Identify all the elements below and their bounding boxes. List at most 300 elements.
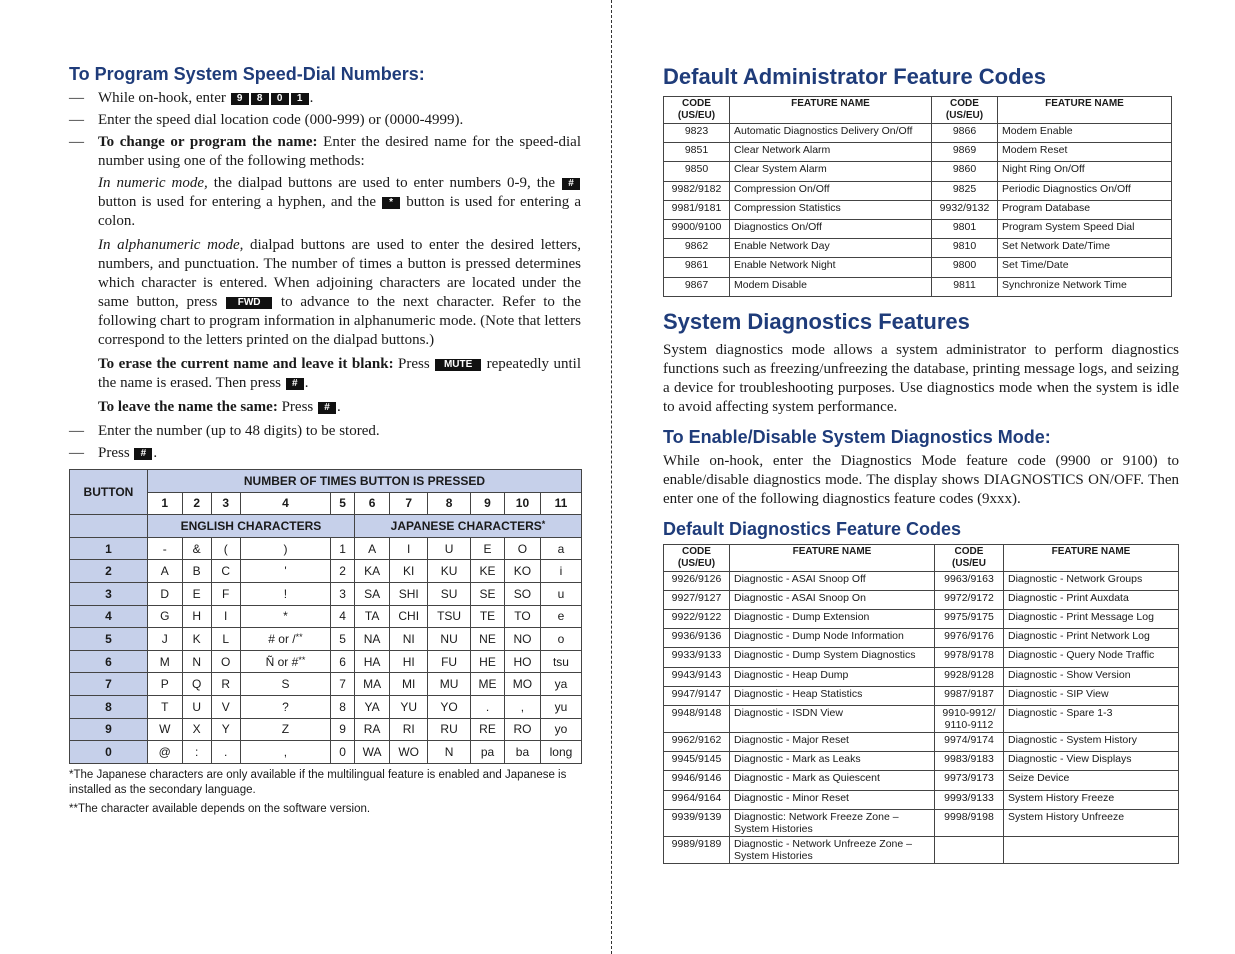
char-value: SE	[479, 586, 496, 601]
char-cell	[390, 628, 428, 651]
feature-name-cell: Modem Enable	[998, 124, 1172, 143]
code-cell: 9982/9182	[664, 181, 730, 200]
char-cell	[182, 673, 211, 696]
code-cell: 9948/9148	[664, 706, 730, 733]
press-count: 10	[504, 492, 540, 515]
char-value: long	[549, 744, 573, 759]
char-cell	[182, 605, 211, 628]
right-column	[663, 64, 1179, 864]
char-cell	[428, 718, 471, 741]
button-cell: 4	[70, 605, 148, 628]
char-value: HA	[363, 654, 381, 669]
feature-name-cell: Enable Network Day	[730, 239, 932, 258]
char-value: 6	[339, 654, 346, 669]
erase-paragraph: To erase the current name and leave it blank: Press MUTE repeatedly until the name is erased. Then press # .	[98, 356, 581, 391]
key-8: 8	[251, 93, 269, 105]
char-cell	[504, 718, 540, 741]
char-cell	[331, 582, 355, 605]
char-cell	[428, 695, 471, 718]
char-cell	[147, 741, 182, 764]
feature-name-cell: Automatic Diagnostics Delivery On/Off	[730, 124, 932, 143]
char-value: ME	[478, 677, 497, 692]
step-3: — To change or program the name: Enter the desired name for the speed-dial number using one of the following methods:	[69, 134, 581, 169]
char-cell	[147, 650, 182, 673]
code-cell: 9974/9174	[935, 733, 1004, 752]
key-1: 1	[291, 93, 309, 105]
code-cell: 9926/9126	[664, 571, 730, 590]
press-count: 6	[354, 492, 389, 515]
char-value: TSU	[437, 609, 462, 624]
char-cell	[504, 741, 540, 764]
char-cell	[331, 560, 355, 583]
left-column	[69, 64, 581, 817]
key-hash: #	[134, 448, 152, 460]
system-diagnostics-text: System diagnostics mode allows a system administrator to perform diagnostics functions such as freezing/unfreezing the database, printing message logs, and seizing a device for troubleshooting purposes. Use diagnostics mode when the system is idle to avoid affecting system performance.	[663, 341, 1179, 415]
char-cell	[471, 582, 505, 605]
feature-name-cell: Diagnostic - Query Node Traffic	[1004, 648, 1179, 667]
feature-name-cell: Diagnostic - Heap Dump	[730, 667, 935, 686]
char-value: )	[283, 541, 288, 556]
times-header: NUMBER OF TIMES BUTTON IS PRESSED	[147, 470, 581, 493]
key-0: 0	[271, 93, 289, 105]
alpha-mode-paragraph: In alphanumeric mode, dialpad buttons are used to enter the desired letters, numbers, and punctuation. The number of times a button is pressed determines which character is entered. When adjoining characters are located under the same button, press FWD to advance to the next character. Refer to the following chart to program information in alphanumeric mode. (Note that letters correspond to the letters printed on the dialpad buttons.)	[98, 237, 581, 348]
code-cell	[935, 836, 1004, 863]
char-value: YA	[364, 699, 380, 714]
char-value: Z	[281, 722, 290, 737]
char-cell	[354, 605, 389, 628]
char-cell	[504, 650, 540, 673]
char-value: MO	[512, 677, 533, 692]
feature-name-cell: Compression Statistics	[730, 200, 932, 219]
char-cell	[331, 537, 355, 560]
button-cell: 2	[70, 560, 148, 583]
char-value: &	[192, 541, 201, 556]
code-cell: 9933/9133	[664, 648, 730, 667]
char-value: O	[221, 654, 231, 669]
char-cell	[331, 650, 355, 673]
code-cell: 9851	[664, 143, 730, 162]
char-value: YU	[400, 699, 418, 714]
char-value: pa	[480, 744, 495, 759]
press-count: 3	[211, 492, 240, 515]
char-cell	[211, 560, 240, 583]
char-cell	[390, 718, 428, 741]
code-cell: 9973/9173	[935, 771, 1004, 790]
char-cell	[504, 537, 540, 560]
code-cell: 9972/9172	[935, 590, 1004, 609]
char-cell	[540, 718, 581, 741]
char-cell	[211, 605, 240, 628]
feature-name-cell: Diagnostic - Print Network Log	[1004, 629, 1179, 648]
table-row	[664, 667, 1179, 686]
char-cell	[240, 650, 331, 673]
table-row	[70, 582, 582, 605]
char-cell	[390, 560, 428, 583]
char-value: 8	[339, 699, 346, 714]
table-row	[70, 695, 582, 718]
char-value: RI	[402, 722, 415, 737]
char-cell	[471, 718, 505, 741]
key-mute: MUTE	[435, 359, 481, 371]
feature-name-cell: Diagnostic - Dump System Diagnostics	[730, 648, 935, 667]
char-cell	[240, 537, 331, 560]
char-cell	[331, 695, 355, 718]
feature-name-cell: Diagnostic - Mark as Quiescent	[730, 771, 935, 790]
code-cell: 9987/9187	[935, 686, 1004, 705]
char-value: RU	[440, 722, 458, 737]
feature-name-cell: Diagnostic - View Displays	[1004, 752, 1179, 771]
char-cell	[331, 605, 355, 628]
char-cell	[390, 673, 428, 696]
char-value: ?	[282, 699, 289, 714]
char-cell	[428, 560, 471, 583]
english-header: ENGLISH CHARACTERS	[147, 515, 354, 538]
char-value: P	[160, 677, 169, 692]
char-value: C	[221, 564, 231, 579]
char-value: TE	[479, 609, 496, 624]
char-value: WO	[398, 744, 420, 759]
table-row	[664, 277, 1172, 296]
enable-diagnostics-heading: To Enable/Disable System Diagnostics Mode:	[663, 426, 1051, 447]
table-row	[70, 741, 582, 764]
char-cell	[240, 741, 331, 764]
char-cell	[211, 695, 240, 718]
step-5: — Press # .	[69, 445, 158, 461]
char-value: ya	[554, 677, 568, 692]
char-value: Ñ or #	[265, 654, 299, 669]
char-cell	[471, 650, 505, 673]
char-cell	[182, 718, 211, 741]
feature-name-cell: Diagnostic - Dump Node Information	[730, 629, 935, 648]
code-cell: 9976/9176	[935, 629, 1004, 648]
char-value: 7	[339, 677, 346, 692]
feature-name-cell: Diagnostic - SIP View	[1004, 686, 1179, 705]
char-cell	[331, 741, 355, 764]
char-value: *	[283, 609, 288, 624]
system-diagnostics-heading: System Diagnostics Features	[663, 308, 970, 334]
key-fwd: FWD	[226, 297, 272, 309]
feature-name-cell: Diagnostic - Spare 1-3	[1004, 706, 1179, 733]
table-row	[664, 648, 1179, 667]
char-value: KU	[440, 564, 458, 579]
char-cell	[504, 560, 540, 583]
char-cell	[540, 695, 581, 718]
char-cell	[182, 741, 211, 764]
char-value: TO	[514, 609, 531, 624]
char-value: WA	[362, 744, 382, 759]
char-cell	[428, 537, 471, 560]
code-cell: 9823	[664, 124, 730, 143]
char-cell	[240, 560, 331, 583]
table-row	[664, 706, 1179, 733]
char-cell	[211, 673, 240, 696]
code-cell: 9983/9183	[935, 752, 1004, 771]
char-value: B	[192, 564, 201, 579]
button-cell: 8	[70, 695, 148, 718]
char-cell	[471, 673, 505, 696]
char-cell	[390, 582, 428, 605]
japanese-header: JAPANESE CHARACTERS*	[354, 515, 581, 538]
feature-name-cell: Modem Disable	[730, 277, 932, 296]
char-value: yo	[554, 722, 568, 737]
char-value: i	[559, 564, 563, 579]
char-value: 9	[339, 722, 346, 737]
code-cell: 9963/9163	[935, 571, 1004, 590]
char-value: TA	[364, 609, 380, 624]
table-row	[664, 836, 1179, 863]
char-cell	[504, 605, 540, 628]
feature-name-cell: Diagnostic - Print Auxdata	[1004, 590, 1179, 609]
table-row	[70, 673, 582, 696]
char-cell	[147, 695, 182, 718]
char-value: A	[368, 541, 377, 556]
char-value: HI	[402, 654, 415, 669]
char-cell	[540, 741, 581, 764]
char-cell	[354, 650, 389, 673]
code-cell: 9801	[932, 219, 998, 238]
table-row	[664, 571, 1179, 590]
char-cell	[540, 628, 581, 651]
table-row	[664, 143, 1172, 162]
char-cell	[182, 537, 211, 560]
char-cell	[471, 537, 505, 560]
char-value: J	[161, 631, 168, 646]
char-cell	[240, 718, 331, 741]
char-value: e	[557, 609, 565, 624]
code-cell: 9981/9181	[664, 200, 730, 219]
speed-dial-heading: To Program System Speed-Dial Numbers:	[69, 64, 425, 84]
char-value: KA	[364, 564, 381, 579]
char-value: o	[557, 631, 565, 646]
code-cell: 9946/9146	[664, 771, 730, 790]
char-value: Q	[192, 677, 202, 692]
char-value: SU	[440, 586, 458, 601]
char-value: tsu	[552, 654, 569, 669]
char-cell	[211, 582, 240, 605]
char-cell	[240, 582, 331, 605]
code-cell: 9939/9139	[664, 809, 730, 836]
table-row	[664, 258, 1172, 277]
feature-name-cell: Program System Speed Dial	[998, 219, 1172, 238]
char-cell	[504, 628, 540, 651]
code-cell: 9811	[932, 277, 998, 296]
char-value: .	[485, 699, 490, 714]
char-value: :	[195, 744, 199, 759]
button-cell: 1	[70, 537, 148, 560]
code-cell: 9998/9198	[935, 809, 1004, 836]
char-value: U	[444, 541, 454, 556]
press-count: 11	[540, 492, 581, 515]
char-cell	[390, 537, 428, 560]
press-count: 5	[331, 492, 355, 515]
press-count: 1	[147, 492, 182, 515]
code-cell: 9936/9136	[664, 629, 730, 648]
char-value: RA	[363, 722, 381, 737]
char-cell	[354, 718, 389, 741]
char-value: NE	[479, 631, 496, 646]
char-cell	[390, 650, 428, 673]
char-value: K	[192, 631, 201, 646]
char-value: R	[221, 677, 231, 692]
feature-name-cell: Diagnostic - ISDN View	[730, 706, 935, 733]
char-value: N	[192, 654, 201, 669]
code-cell: 9975/9175	[935, 610, 1004, 629]
feature-name-cell: Night Ring On/Off	[998, 162, 1172, 181]
key-hash: #	[318, 402, 336, 414]
char-cell	[471, 741, 505, 764]
char-value: ba	[515, 744, 530, 759]
char-value: HO	[513, 654, 532, 669]
char-cell	[471, 605, 505, 628]
step-2: — Enter the speed dial location code (000-999) or (0000-4999).	[69, 112, 464, 128]
char-cell	[540, 673, 581, 696]
feature-name-cell: Seize Device	[1004, 771, 1179, 790]
char-cell	[471, 628, 505, 651]
button-cell: 7	[70, 673, 148, 696]
char-value: .	[224, 744, 228, 759]
feature-name-cell: Program Database	[998, 200, 1172, 219]
table-row	[664, 686, 1179, 705]
char-value: NA	[363, 631, 381, 646]
code-cell: 9900/9100	[664, 219, 730, 238]
char-value: U	[192, 699, 201, 714]
table-row	[664, 181, 1172, 200]
feature-name-cell: Diagnostic - Print Message Log	[1004, 610, 1179, 629]
char-value: NU	[440, 631, 458, 646]
char-cell	[240, 695, 331, 718]
button-cell: 0	[70, 741, 148, 764]
char-value: 4	[339, 609, 346, 624]
feature-name-cell: Periodic Diagnostics On/Off	[998, 181, 1172, 200]
code-cell: 9862	[664, 239, 730, 258]
feature-name-cell: Diagnostic - Dump Extension	[730, 610, 935, 629]
footnote-mark: **	[298, 654, 306, 665]
table-row	[664, 239, 1172, 258]
press-count: 2	[182, 492, 211, 515]
char-value: E	[192, 586, 201, 601]
char-cell	[240, 628, 331, 651]
char-cell	[471, 695, 505, 718]
char-value: S	[281, 677, 290, 692]
page-divider	[611, 0, 612, 954]
char-value: X	[192, 722, 201, 737]
char-value: MI	[402, 677, 416, 692]
char-cell	[354, 628, 389, 651]
char-value: I	[407, 541, 411, 556]
char-cell	[428, 582, 471, 605]
char-cell	[182, 560, 211, 583]
feature-name-cell: Diagnostic - Network Groups	[1004, 571, 1179, 590]
char-value: CHI	[398, 609, 420, 624]
char-cell	[354, 582, 389, 605]
char-cell	[354, 741, 389, 764]
char-cell	[428, 605, 471, 628]
feature-name-cell: Diagnostic - Show Version	[1004, 667, 1179, 686]
char-cell	[182, 695, 211, 718]
code-cell: 9867	[664, 277, 730, 296]
char-value: 3	[339, 586, 346, 601]
char-cell	[182, 582, 211, 605]
char-value: @	[158, 744, 171, 759]
code-cell: 9989/9189	[664, 836, 730, 863]
char-cell	[471, 560, 505, 583]
char-value: Y	[221, 722, 230, 737]
feature-name-cell	[1004, 836, 1179, 863]
char-value: ,	[283, 744, 288, 759]
code-cell: 9947/9147	[664, 686, 730, 705]
table-row	[664, 124, 1172, 143]
char-value: a	[557, 541, 565, 556]
code-cell: 9993/9133	[935, 790, 1004, 809]
feature-name-cell: Synchronize Network Time	[998, 277, 1172, 296]
table-row	[70, 537, 582, 560]
char-value: KE	[479, 564, 496, 579]
char-value: F	[222, 586, 230, 601]
char-value: (	[223, 541, 228, 556]
char-cell	[147, 628, 182, 651]
char-value: NI	[402, 631, 415, 646]
feature-name-cell: System History Freeze	[1004, 790, 1179, 809]
char-value: '	[284, 564, 287, 579]
char-value: E	[483, 541, 492, 556]
code-cell: 9927/9127	[664, 590, 730, 609]
code-cell: 9922/9122	[664, 610, 730, 629]
char-cell	[331, 718, 355, 741]
step-4: — Enter the number (up to 48 digits) to be stored.	[69, 423, 380, 439]
char-cell	[428, 650, 471, 673]
press-count: 8	[428, 492, 471, 515]
char-value: !	[283, 586, 288, 601]
button-cell: 5	[70, 628, 148, 651]
feature-name-cell: Compression On/Off	[730, 181, 932, 200]
code-cell: 9932/9132	[932, 200, 998, 219]
char-cell	[147, 537, 182, 560]
feature-name-cell: Diagnostics On/Off	[730, 219, 932, 238]
char-cell	[504, 695, 540, 718]
char-cell	[211, 718, 240, 741]
table-row	[664, 219, 1172, 238]
char-value: MA	[363, 677, 382, 692]
char-value: V	[221, 699, 230, 714]
character-rows	[70, 537, 582, 763]
char-cell	[147, 560, 182, 583]
char-value: H	[192, 609, 201, 624]
code-cell: 9866	[932, 124, 998, 143]
table-row	[664, 790, 1179, 809]
char-cell	[182, 650, 211, 673]
table-row	[70, 650, 582, 673]
char-value: 5	[339, 631, 346, 646]
feature-name-cell: Diagnostic - Minor Reset	[730, 790, 935, 809]
char-cell	[354, 695, 389, 718]
feature-name-cell: Clear Network Alarm	[730, 143, 932, 162]
char-value: MU	[439, 677, 459, 692]
char-cell	[240, 605, 331, 628]
char-cell	[428, 741, 471, 764]
button-cell: 9	[70, 718, 148, 741]
char-value: FU	[441, 654, 458, 669]
table-row	[664, 162, 1172, 181]
char-cell	[354, 560, 389, 583]
char-value: YO	[440, 699, 458, 714]
step-1: — While on-hook, enter 9 8 0 1 .	[69, 90, 314, 106]
char-value: HE	[479, 654, 496, 669]
char-value: 2	[339, 564, 346, 579]
char-value: D	[160, 586, 170, 601]
numeric-mode-paragraph: In numeric mode, the dialpad buttons are used to enter numbers 0-9, the # button is used for entering a hyphen, and the * button is used for entering a colon.	[98, 175, 581, 229]
char-value: M	[159, 654, 170, 669]
key-9: 9	[231, 93, 249, 105]
